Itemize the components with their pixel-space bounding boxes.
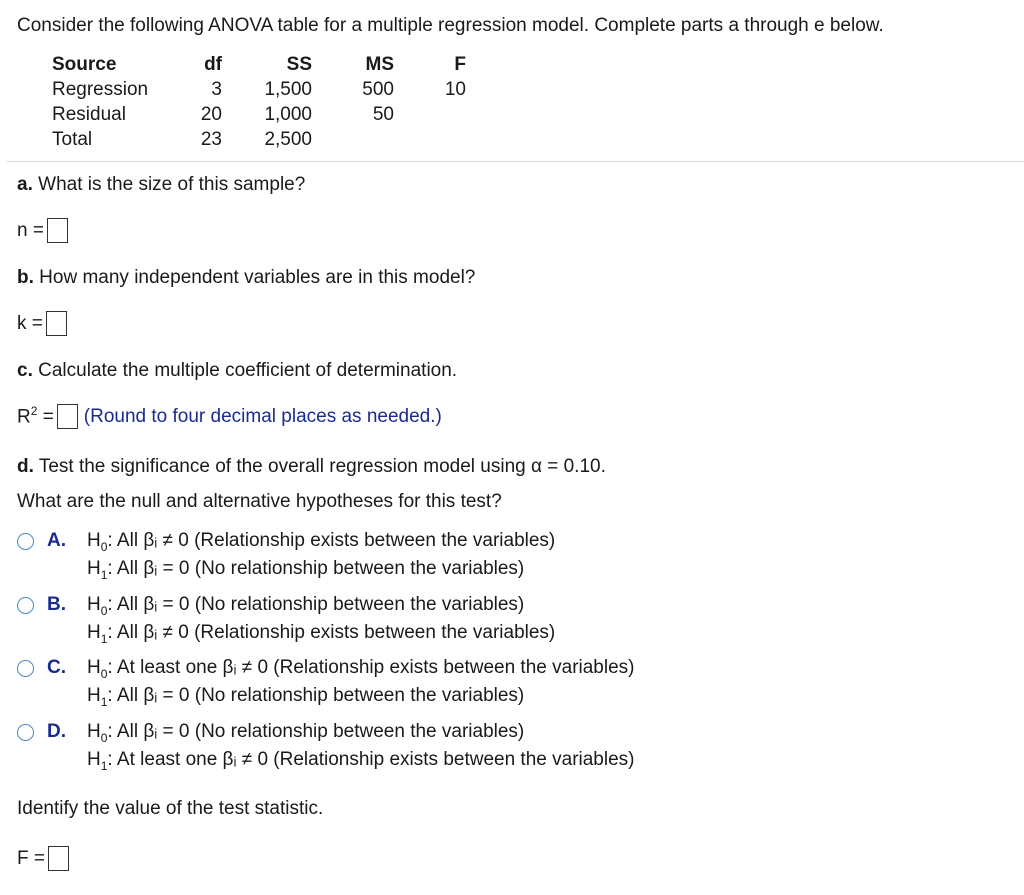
option-h0: $H_0$: All βᵢ ≠ 0 (Relationship exists between the variables) (87, 530, 556, 554)
option-h0: $H_0$: At least one βᵢ ≠ 0 (Relationship exists between the variables) (87, 657, 635, 681)
f-input[interactable] (48, 846, 69, 871)
part-b-text: How many independent variables are in this model? (39, 267, 476, 288)
part-a-question (17, 174, 305, 196)
table-row (52, 102, 466, 127)
option-h1: $H_1$: All βᵢ = 0 (No relationship between the variables) (87, 558, 525, 582)
rounding-hint: (Round to four decimal places as needed.) (83, 405, 442, 427)
option-letter: B. (47, 594, 66, 615)
cell-f: 10 (444, 79, 466, 100)
part-a-label: a. (17, 174, 33, 195)
cell-df: 3 (211, 79, 222, 100)
r2-input[interactable] (57, 404, 78, 429)
radio-icon[interactable] (17, 660, 34, 677)
cell-ms: 500 (362, 79, 394, 100)
cell-df: 20 (200, 104, 222, 125)
k-input[interactable] (46, 311, 67, 336)
option-h1: $H_1$: All βᵢ = 0 (No relationship between the variables) (87, 685, 525, 709)
cell-ss: 1,000 (264, 104, 312, 125)
part-c-text: Calculate the multiple coefficient of determination. (38, 360, 458, 381)
radio-icon[interactable] (17, 597, 34, 614)
k-prefix: k = (17, 312, 43, 334)
option-letter: C. (47, 657, 66, 678)
f-answer-row (17, 846, 69, 871)
part-c-question (17, 360, 457, 382)
cell-ms (312, 127, 394, 152)
cell-f (394, 127, 466, 152)
r2-prefix: $R^2$ = (17, 404, 54, 428)
part-c-answer-row (17, 404, 442, 429)
cell-source: Regression (52, 79, 149, 100)
cell-ss: 1,500 (264, 79, 312, 100)
part-a-answer-row (17, 218, 68, 243)
cell-ms: 50 (372, 104, 394, 125)
cell-source: Residual (52, 104, 126, 125)
option-h1: $H_1$: All βᵢ ≠ 0 (Relationship exists between the variables) (87, 622, 556, 646)
part-a-text: What is the size of this sample? (38, 174, 306, 195)
part-d-text: Test the significance of the overall regression model using α = 0.10. (38, 456, 606, 477)
test-statistic-question: Identify the value of the test statistic. (17, 798, 324, 819)
hypotheses-question: What are the null and alternative hypotheses for this test? (17, 491, 502, 512)
problem-intro: Consider the following ANOVA table for a multiple regression model. Complete parts a through e below. (17, 15, 884, 36)
option-h0: $H_0$: All βᵢ = 0 (No relationship between the variables) (87, 721, 525, 745)
anova-header-row (52, 52, 466, 77)
cell-ss: 2,500 (264, 129, 312, 150)
section-divider (7, 161, 1024, 162)
part-b-question (17, 267, 475, 289)
cell-df: 23 (200, 129, 222, 150)
part-b-answer-row (17, 311, 67, 336)
header-f: F (454, 54, 466, 75)
table-row (52, 127, 466, 152)
radio-icon[interactable] (17, 724, 34, 741)
option-h1: $H_1$: At least one βᵢ ≠ 0 (Relationship exists between the variables) (87, 749, 635, 773)
option-letter: D. (47, 721, 66, 742)
cell-source: Total (52, 129, 93, 150)
f-prefix: F = (17, 847, 45, 869)
header-ms: MS (365, 54, 394, 75)
header-ss: SS (286, 54, 312, 75)
header-source: Source (52, 54, 117, 75)
header-df: df (204, 54, 222, 75)
table-row (52, 77, 466, 102)
part-d-question (17, 456, 606, 478)
option-h0: $H_0$: All βᵢ = 0 (No relationship between the variables) (87, 594, 525, 618)
part-d-label: d. (17, 456, 34, 477)
part-c-label: c. (17, 360, 33, 381)
anova-table (52, 52, 466, 152)
n-input[interactable] (47, 218, 68, 243)
cell-f (394, 102, 466, 127)
n-prefix: n = (17, 219, 44, 241)
option-letter: A. (47, 530, 66, 551)
part-b-label: b. (17, 267, 34, 288)
radio-icon[interactable] (17, 533, 34, 550)
